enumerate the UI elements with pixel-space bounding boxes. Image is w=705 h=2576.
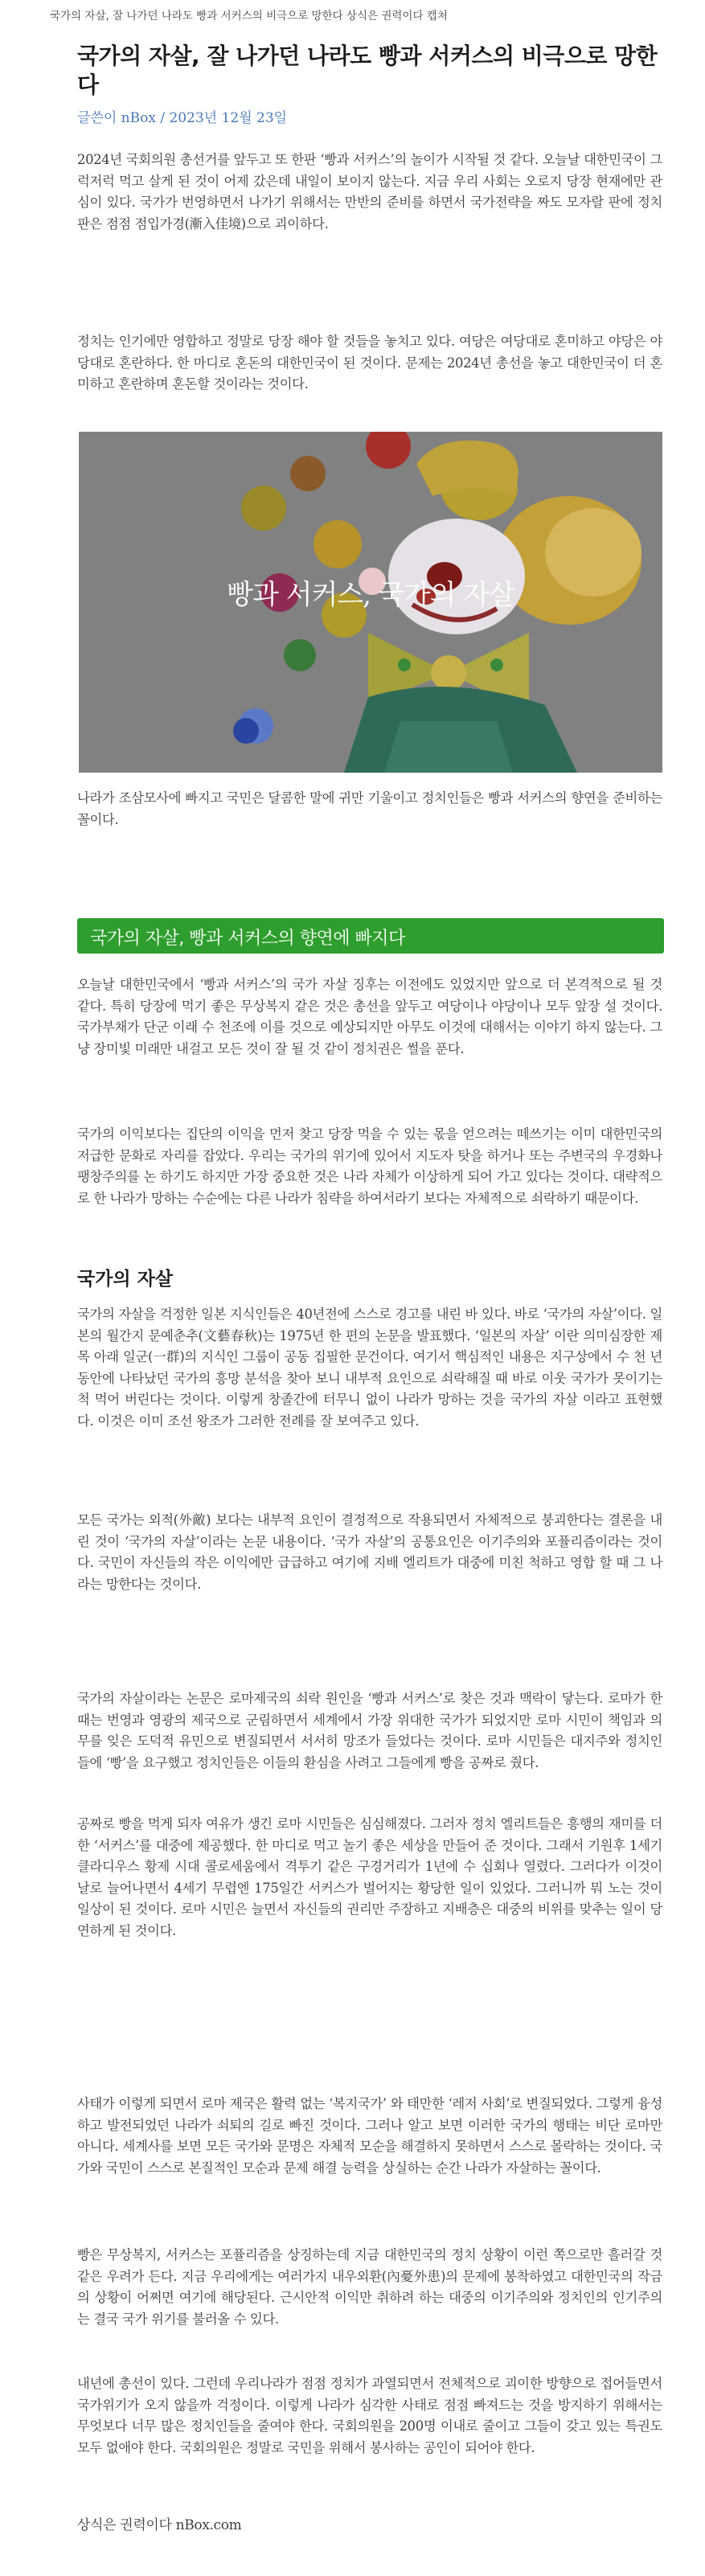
- paragraph-2-block: [77, 331, 662, 396]
- paragraph-1: 2024년 국회의원 총선거를 앞두고 또 한판 ‘빵과 서커스’의 놀이가 시작될 것 같다. 오늘날 대한민국이 그럭저럭 먹고 살게 된 것이 어제 갔은데 내일이 보이지 않는다. 지금 우리 사회는 오로지 당장 현재에만 관심이 있다. 국가가 번영하면서 나가기 위해서는 만반의 준비를 하면서 국가전략을 짜도 모자랄 판에 정치판은 점점 점입가경(漸入佳境)으로 괴이하다.: [77, 152, 662, 232]
- paragraph-1-block: [77, 150, 662, 235]
- article-title: 국가의 자살, 잘 나가던 나라도 빵과 서커스의 비극으로 망한다: [77, 43, 658, 98]
- paragraph-6-block: [77, 1304, 662, 1432]
- capture-title-bar: 국가의 자살, 잘 나가던 나라도 빵과 서커스의 비극으로 망한다 상식은 권력이다 캡쳐: [50, 10, 448, 23]
- article-footer-source[interactable]: 상식은 권력이다 nBox.com: [77, 2517, 242, 2533]
- paragraph-8: 국가의 자살이라는 논문은 로마제국의 쇠락 원인을 ‘빵과 서커스’로 찾은 것과 맥락이 닿는다. 로마가 한때는 번영과 영광의 제국으로 군림하면서 세계에서 가장 위대한 국가가 되었지만 로마 시민이 책임과 의무를 잊은 도덕적 유민으로 변질되면서 서서히 망조가 들었다는 것이다. 로마 시민들은 대지주와 정치인들에 ‘빵’을 요구했고 정치인들은 이들의 환심을 사려고 그들에게 빵을 공짜로 줬다.: [77, 1691, 662, 1770]
- paragraph-9: 공짜로 빵을 먹게 되자 여유가 생긴 로마 시민들은 심심해졌다. 그러자 정치 엘리트들은 흥행의 재미를 더한 ‘서커스’를 대중에 제공했다. 한 마디로 먹고 놀기 좋은 세상을 만들어 준 것이다. 그래서 기원후 1세기 클라디우스 황제 시대 콜로세움에서 격투기 같은 구경거리가 1년에 수 십회나 열렸다. 그러다가 이것이 날로 늘어나면서 4세기 무렵엔 175일간 서커스가 벌어지는 황당한 일이 있었다. 그러니까 뭐 노는 것이 일상이 된 것이다. 로마 시민은 늘면서 자신들의 권리만 주장하고 지배층은 대중의 비위를 맞추는 일이 당연하게 된 것이다.: [77, 1816, 662, 1938]
- section-heading-band: 국가의 자살, 빵과 서커스의 향연에 빠지다: [77, 918, 664, 954]
- paragraph-12: 내년에 총선이 있다. 그런데 우리나라가 점점 정치가 과열되면서 전체적으로 괴이한 방향으로 접어들면서 국가위기가 오지 않을까 걱정이다. 이렇게 나라가 심각한 사태로 점점 빠져드는 것을 방지하기 위해서는 무엇보다 너무 많은 정치인들을 줄여야 한다. 국회의원을 200명 이내로 줄이고 그들이 갖고 있는 특권도 모두 없애야 한다. 국회의원은 정말로 국민을 위해서 봉사하는 공인이 되어야 한다.: [77, 2376, 662, 2455]
- paragraph-4-block: [77, 974, 662, 1060]
- paragraph-9-block: [77, 1814, 662, 1942]
- article-header: [77, 42, 662, 126]
- paragraph-3-block: [77, 788, 662, 831]
- paragraph-10-block: [77, 2094, 662, 2179]
- paragraph-7: 모든 국가는 외적(外敵) 보다는 내부적 요인이 결정적으로 작용되면서 자체적으로 붕괴한다는 결론을 내린 것이 ‘국가의 자살’이라는 논문 내용이다. ‘국가 자살’의 공통요인은 이기주의와 포퓰리즘이라는 것이다. 국민이 자신들의 작은 이익에만 급급하고 여기에 지배 엘리트가 대중에 미친 척하고 영합 할 때 그 나라는 망한다는 것이다.: [77, 1512, 662, 1592]
- paragraph-2: 정치는 인기에만 영합하고 정말로 당장 해야 할 것들을 놓치고 있다. 여당은 여당대로 혼미하고 야당은 야당대로 혼란하다. 한 마디로 혼돈의 대한민국이 된 것이다. 문제는 2024년 총선을 놓고 대한민국이 더 혼미하고 혼란하며 혼돈할 것이라는 것이다.: [77, 334, 662, 392]
- paragraph-6: 국가의 자살을 걱정한 일본 지식인들은 40년전에 스스로 경고를 내린 바 있다. 바로 ‘국가의 자살’이다. 일본의 월간지 문예춘추(文藝春秋)는 1975년 한 편의 논문을 발표했다. ‘일본의 자살’ 이란 의미심장한 제목 아래 일군(一群)의 지식인 그룹이 공동 집필한 문건이다. 여기서 핵심적인 내용은 지구상에서 수 천 년 동안에 나타났던 국가의 흥망 분석을 찾아 보니 내부적 요인으로 쇠락해질 때 바로 이웃 국가가 못이기는 척 먹어 버린다는 것이다. 이렇게 창졸간에 터무니 없이 나라가 망하는 것을 국가의 자살 이라고 표현했다. 이것은 이미 조선 왕조가 그러한 전례를 잘 보여주고 있다.: [77, 1306, 662, 1429]
- paragraph-4: 오늘날 대한민국에서 ‘빵과 서커스’의 국가 자살 징후는 이전에도 있었지만 앞으로 더 본격적으로 될 것 같다. 특히 당장에 먹기 좋은 무상복지 같은 것은 총선을 앞두고 여당이나 야당이나 모두 앞장 설 것이다. 국가부채가 단군 이래 수 천조에 이를 것으로 예상되지만 아무도 이것에 대해서는 이야기 하지 않는다. 그냥 장미빛 미래만 내걸고 모든 것이 잘 될 것 같이 정치권은 썰을 푼다.: [77, 977, 662, 1056]
- paragraph-11: 빵은 무상복지, 서커스는 포퓰리즘을 상징하는데 지금 대한민국의 정치 상황이 이런 쪽으로만 흘러갈 것 같은 우려가 든다. 지금 우리에게는 여러가지 내우외환(內憂外患)의 문제에 봉착하였고 대한민국의 작금의 상황이 어쩌면 여기에 해당된다. 근시안적 이익만 취하려 하는 대중의 이기주의와 정치인의 인기주의는 결국 국가 위기를 불러올 수 있다.: [77, 2247, 662, 2327]
- paragraph-12-block: [77, 2373, 662, 2459]
- paragraph-5: 국가의 이익보다는 집단의 이익을 먼저 찾고 당장 먹을 수 있는 몫을 얻으려는 떼쓰기는 이미 대한민국의 저급한 문화로 자리를 잡았다. 우리는 국가의 위기에 있어서 지도자 탓을 하거나 또는 주변국의 우경화나 팽창주의를 논 하기도 하지만 가장 중요한 것은 나라 자체가 이상하게 되어 가고 있다는 것이다. 대략적으로 한 나라가 망하는 수순에는 다른 나라가 침략을 하여서라기 보다는 자체적으로 쇠락하기 때문이다.: [77, 1126, 662, 1206]
- paragraph-8-block: [77, 1688, 662, 1774]
- article-byline: [77, 106, 662, 126]
- ball-icon: [241, 486, 286, 531]
- footer-block: [77, 2515, 662, 2537]
- paragraph-7-block: [77, 1510, 662, 1595]
- paragraph-10: 사태가 이렇게 되면서 로마 제국은 활력 없는 ‘복지국가’ 와 태만한 ‘레저 사회’로 변질되었다. 그렇게 융성하고 발전되었던 나라가 쇠퇴의 길로 빠진 것이다. 그러나 알고 보면 이러한 국가의 행태는 비단 로마만 아니다. 세계사를 보면 모든 국가와 문명은 자체적 모순을 해결하지 못하면서 스스로 몰락하는 것이다. 국가와 국민이 스스로 본질적인 모순과 문제 해결 능력을 상실하는 순간 나라가 자살하는 꼴이다.: [77, 2096, 662, 2176]
- subhead-block: [77, 1264, 662, 1290]
- subhead-national-suicide: 국가의 자살: [77, 1269, 174, 1290]
- paragraph-5-block: [77, 1124, 662, 1209]
- paragraph-3: 나라가 조삼모사에 빠지고 국민은 달콤한 말에 귀만 기울이고 정치인들은 빵과 서커스의 향연을 준비하는 꼴이다.: [77, 790, 662, 827]
- paragraph-11-block: [77, 2245, 662, 2330]
- hero-image: [79, 432, 662, 773]
- byline-text[interactable]: 글쓴이 nBox / 2023년 12월 23일: [77, 110, 288, 126]
- hero-caption: 빵과 서커스, 국가의 자살: [227, 579, 514, 611]
